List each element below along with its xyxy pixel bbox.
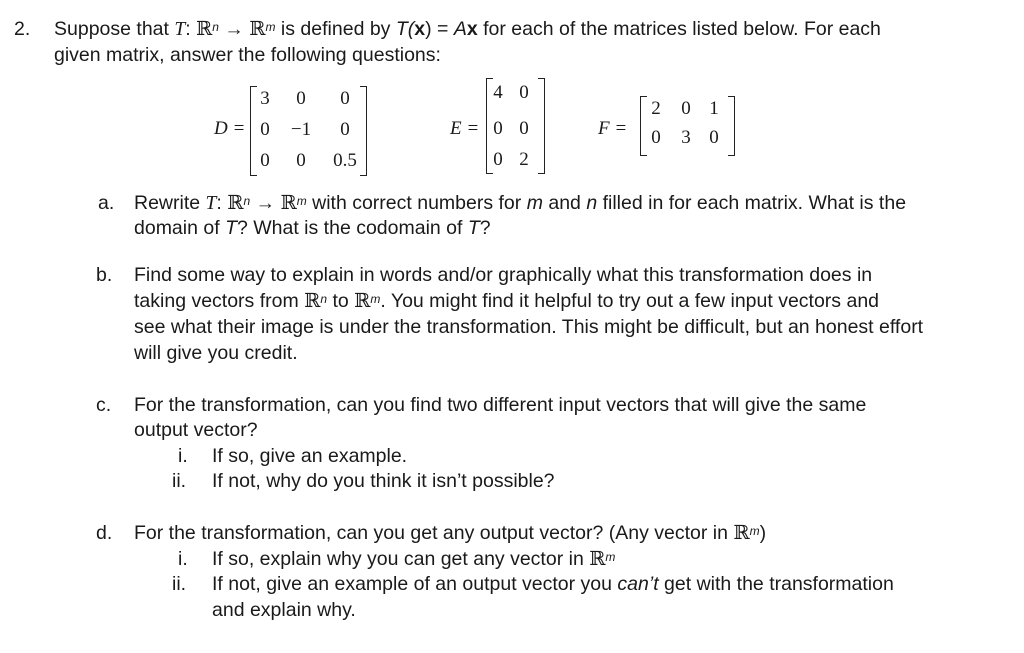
matrix-d-cell: 0 [340, 88, 350, 109]
part-c-line2: output vector? [134, 419, 258, 441]
problem-intro-line2: given matrix, answer the following questions: [54, 44, 441, 66]
matrix-f-cell: 2 [651, 98, 661, 119]
part-b-line4: will give you credit. [134, 342, 298, 364]
part-d-letter: d. [96, 522, 113, 544]
part-c-ii-text: If not, why do you think it isn’t possible? [212, 470, 555, 492]
part-b-line2: taking vectors from ℝ$^n$ to ℝ$^m$. You might find it helpful to try out a few input vectors and [134, 289, 880, 312]
part-d-ii-number: ii. [172, 573, 187, 595]
part-d-ii-line1: If not, give an example of an output vector you can’t get with the transformation [212, 573, 894, 595]
matrix-f-cell: 3 [681, 127, 691, 148]
matrix-f-cell: 1 [709, 98, 719, 119]
matrix-e-cell: 4 [493, 82, 503, 103]
part-b-line1: Find some way to explain in words and/or graphically what this transformation does in [134, 264, 873, 286]
matrix-e-label: E = [450, 118, 480, 139]
part-c-i-number: i. [178, 445, 188, 467]
matrix-f-cell: 0 [651, 127, 661, 148]
part-c-line1: For the transformation, can you find two different input vectors that will give the same [134, 394, 867, 416]
matrix-d-cell: 0 [260, 150, 270, 171]
part-a-line1: Rewrite T: ℝ$^n$ → ℝ$^m$ with correct numbers for m and n filled in for each matrix. What is the [134, 191, 907, 214]
matrix-f-cell: 0 [709, 127, 719, 148]
matrix-f-label: F = [598, 118, 628, 139]
matrix-d-cell: 0 [340, 119, 350, 140]
part-c-ii-number: ii. [172, 470, 187, 492]
part-c-letter: c. [96, 394, 112, 416]
part-d-ii-line2: and explain why. [212, 599, 356, 621]
matrix-d-cell: 0 [260, 119, 270, 140]
part-a-letter: a. [98, 192, 115, 214]
matrix-d-cell: 0.5 [333, 150, 357, 171]
part-b-letter: b. [96, 264, 113, 286]
matrix-e-cell: 0 [519, 82, 529, 103]
part-c-i-text: If so, give an example. [212, 445, 408, 467]
matrix-d-cell: −1 [290, 119, 312, 140]
matrix-e-cell: 0 [493, 118, 503, 139]
matrix-e-cell: 2 [519, 149, 529, 170]
problem-intro-line1: Suppose that T: ℝ$^n$ → ℝ$^m$ is defined by T(x) = Ax for each of the matrices listed below. For each [54, 17, 881, 40]
matrix-d-cell: 3 [260, 88, 270, 109]
matrix-d-cell: 0 [296, 150, 306, 171]
problem-number: 2. [14, 18, 31, 40]
part-a-line2: domain of T? What is the codomain of T? [134, 217, 491, 239]
part-d-i-number: i. [178, 548, 188, 570]
part-d-i-text: If so, explain why you can get any vector in ℝ$^m$ [212, 547, 616, 570]
matrix-d-label: D = [214, 118, 246, 139]
part-d-line1: For the transformation, can you get any output vector? (Any vector in ℝ$^m$) [134, 521, 767, 544]
matrix-d-cell: 0 [296, 88, 306, 109]
matrix-e-cell: 0 [493, 149, 503, 170]
matrix-f-cell: 0 [681, 98, 691, 119]
part-b-line3: see what their image is under the transformation. This might be difficult, but an honest effort [134, 316, 924, 338]
matrix-e-cell: 0 [519, 118, 529, 139]
